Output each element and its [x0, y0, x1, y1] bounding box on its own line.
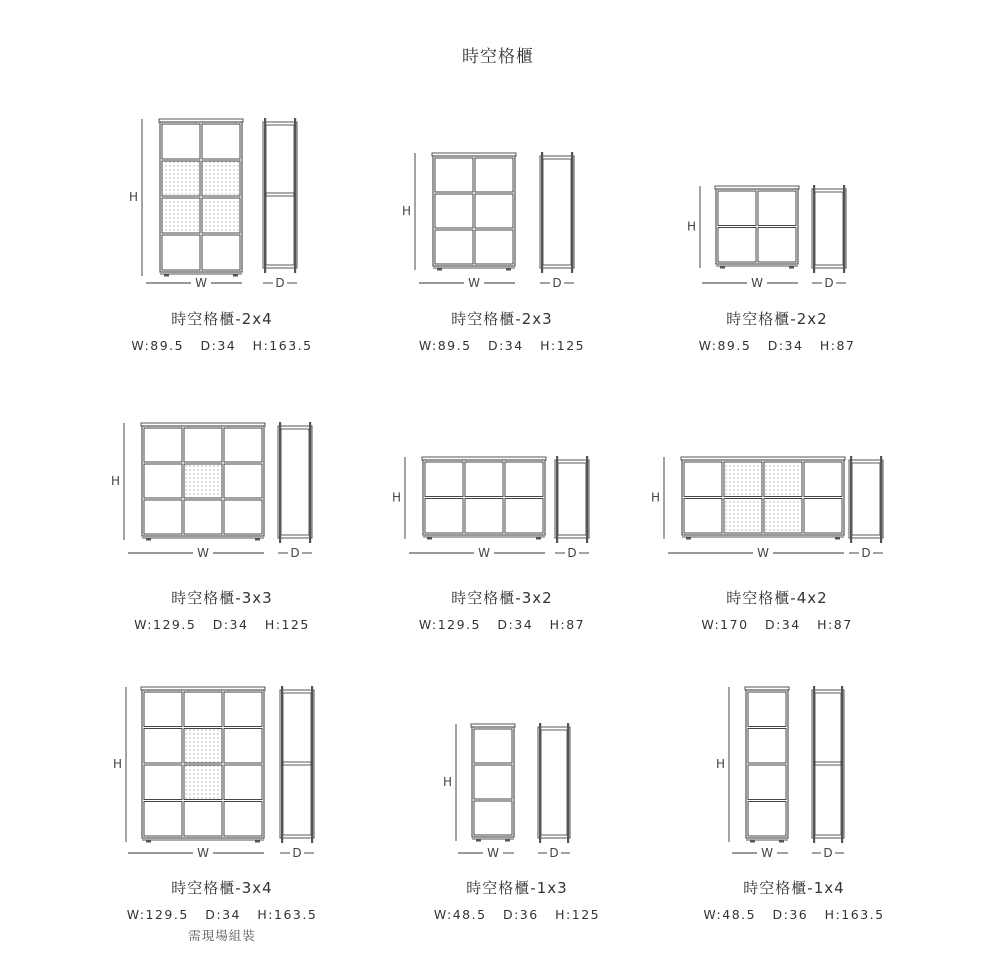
perforated-panel: [202, 161, 240, 196]
product-dimensions: W:89.5 D:34 H:125: [418, 338, 586, 353]
depth-label: D: [567, 546, 577, 560]
product-caption: [57, 877, 387, 944]
side-post: [541, 152, 543, 273]
width-label: W: [757, 546, 769, 560]
cabinet-foot: [779, 840, 784, 843]
depth-label: D: [549, 846, 559, 860]
cabinet-cell: [475, 158, 513, 192]
cabinet-cell: [144, 692, 182, 727]
cabinet-cell: [804, 462, 842, 497]
cabinet-drawing: [443, 723, 570, 860]
cabinet-cell: [474, 765, 512, 799]
cabinet-cell: [184, 692, 222, 727]
cabinet-cell: [224, 464, 262, 498]
page-title: 時空格櫃: [462, 47, 534, 67]
product-name: 時空格櫃-3x2: [451, 589, 553, 607]
width-label: W: [197, 846, 209, 860]
cabinet-cell: [475, 194, 513, 228]
cabinet-foot: [789, 266, 794, 269]
cabinet-cell: [435, 230, 473, 264]
side-post: [567, 723, 569, 843]
cabinet-cell: [748, 729, 786, 764]
cabinet-foot: [255, 538, 260, 541]
product-name: 時空格櫃-1x4: [743, 879, 845, 897]
product-name: 時空格櫃-2x2: [726, 310, 828, 328]
width-label: W: [468, 276, 480, 290]
width-label: W: [197, 546, 209, 560]
cabinet-cell: [425, 462, 463, 497]
side-post: [586, 456, 588, 543]
product-caption: [629, 877, 959, 922]
product-dimensions: W:48.5 D:36 H:163.5: [703, 907, 885, 922]
cabinet-cell: [758, 191, 796, 226]
height-label: H: [715, 757, 725, 771]
perforated-panel: [184, 464, 222, 498]
cabinet-cell: [475, 230, 513, 264]
cabinet-cell: [144, 464, 182, 498]
product-name: 時空格櫃-3x3: [171, 589, 273, 607]
cabinet-cell: [474, 801, 512, 835]
cabinet-foot: [427, 537, 432, 540]
cabinet-cell: [684, 462, 722, 497]
perforated-panel: [184, 729, 222, 764]
perforated-panel: [764, 462, 802, 497]
cabinet-foot: [437, 268, 442, 271]
cabinet-cell: [184, 428, 222, 462]
side-post: [571, 152, 573, 273]
side-view-frame: [849, 460, 883, 538]
cabinet-cell: [718, 191, 756, 226]
cabinet-drawing: [687, 185, 846, 290]
cabinet-cell: [224, 729, 262, 764]
perforated-panel: [202, 198, 240, 233]
depth-label: D: [861, 546, 871, 560]
side-post: [850, 456, 852, 543]
cabinet-cell: [465, 462, 503, 497]
cabinet-foot: [476, 839, 481, 842]
height-label: H: [110, 474, 120, 488]
product-caption: [612, 308, 942, 353]
cabinet-cell: [162, 235, 200, 270]
height-label: H: [650, 490, 660, 505]
cabinet-cell: [224, 765, 262, 800]
cabinet-cell: [505, 499, 543, 534]
side-connector: [283, 762, 311, 765]
cabinet-foot: [750, 840, 755, 843]
cabinet-drawing: [402, 152, 574, 290]
side-post: [539, 723, 541, 843]
cabinet-cell: [184, 500, 222, 534]
cabinet-foot: [506, 268, 511, 271]
cabinet-cell: [224, 802, 262, 837]
side-view-frame: [278, 426, 312, 538]
cabinet-cell: [474, 729, 512, 763]
perforated-panel: [184, 765, 222, 800]
perforated-panel: [764, 499, 802, 534]
cabinet-cell: [224, 692, 262, 727]
side-view-frame: [812, 189, 846, 268]
perforated-panel: [162, 198, 200, 233]
side-post: [880, 456, 882, 543]
product-name: 時空格櫃-2x4: [171, 310, 273, 328]
product-dimensions: W:129.5 D:34 H:125: [134, 617, 310, 632]
cabinet-cell: [224, 500, 262, 534]
width-label: W: [487, 846, 499, 860]
height-label: H: [686, 219, 696, 234]
side-view-frame: [555, 460, 589, 538]
side-post: [843, 185, 845, 273]
perforated-panel: [724, 499, 762, 534]
width-label: W: [478, 546, 490, 560]
cabinet-foot: [164, 274, 169, 277]
cabinet-cell: [748, 765, 786, 800]
side-post: [556, 456, 558, 543]
cabinet-cell: [718, 228, 756, 263]
product-dimensions: W:129.5 D:34 H:87: [418, 617, 586, 632]
assembly-note: 需現場組裝: [188, 928, 256, 943]
height-label: H: [391, 490, 401, 505]
height-label: H: [401, 204, 411, 218]
depth-label: D: [275, 276, 285, 290]
cabinet-cell: [804, 499, 842, 534]
cabinet-cell: [465, 499, 503, 534]
cabinet-foot: [720, 266, 725, 269]
cabinet-cell: [435, 194, 473, 228]
side-connector: [815, 762, 841, 765]
cabinet-foot: [233, 274, 238, 277]
cabinet-foot: [505, 839, 510, 842]
cabinet-foot: [146, 840, 151, 843]
cabinet-cell: [144, 428, 182, 462]
cabinet-drawing: [129, 118, 297, 290]
cabinet-drawing: [651, 456, 883, 560]
cabinet-drawing: [111, 422, 312, 560]
height-label: H: [112, 757, 122, 771]
depth-label: D: [552, 276, 562, 290]
cabinet-cell: [425, 499, 463, 534]
depth-label: D: [292, 846, 302, 860]
cabinet-cell: [144, 802, 182, 837]
cabinet-foot: [835, 537, 840, 540]
cabinet-cell: [202, 235, 240, 270]
cabinet-cell: [144, 500, 182, 534]
cabinet-drawing: [113, 686, 314, 860]
side-view-frame: [540, 156, 574, 268]
product-dimensions: W:89.5 D:34 H:163.5: [131, 338, 313, 353]
product-name: 時空格櫃-2x3: [451, 310, 553, 328]
cabinet-cell: [144, 729, 182, 764]
cabinet-foot: [686, 537, 691, 540]
cabinet-drawing: [716, 686, 844, 860]
cabinet-cell: [202, 124, 240, 159]
cabinet-cell: [748, 692, 786, 727]
cabinet-foot: [536, 537, 541, 540]
product-dimensions: W:48.5 D:36 H:125: [433, 907, 601, 922]
product-dimensions: W:170 D:34 H:87: [701, 617, 853, 632]
cabinet-cell: [224, 428, 262, 462]
product-dimensions: W:129.5 D:34 H:163.5: [126, 907, 318, 922]
width-label: W: [751, 276, 763, 290]
height-label: H: [442, 775, 452, 789]
side-post: [279, 422, 281, 543]
width-label: W: [761, 846, 773, 860]
side-connector: [266, 193, 294, 196]
cabinet-cell: [505, 462, 543, 497]
cabinet-drawing: [392, 456, 589, 560]
cabinet-foot: [146, 538, 151, 541]
cabinet-cell: [435, 158, 473, 192]
product-name: 時空格櫃-3x4: [171, 879, 273, 897]
depth-label: D: [824, 276, 834, 290]
product-name: 時空格櫃-1x3: [466, 879, 568, 897]
side-view-frame: [538, 727, 570, 838]
depth-label: D: [823, 846, 833, 860]
width-label: W: [195, 276, 207, 290]
cabinet-cell: [758, 228, 796, 263]
side-post: [309, 422, 311, 543]
cabinet-cell: [144, 765, 182, 800]
perforated-panel: [724, 462, 762, 497]
cabinet-cell: [748, 802, 786, 837]
cabinet-cell: [184, 802, 222, 837]
height-label: H: [128, 190, 138, 204]
product-caption: [612, 587, 942, 632]
cabinet-foot: [255, 840, 260, 843]
depth-label: D: [290, 546, 300, 560]
perforated-panel: [162, 161, 200, 196]
product-name: 時空格櫃-4x2: [726, 589, 828, 607]
product-dimensions: W:89.5 D:34 H:87: [698, 338, 856, 353]
side-post: [813, 185, 815, 273]
cabinet-cell: [684, 499, 722, 534]
cabinet-cell: [162, 124, 200, 159]
